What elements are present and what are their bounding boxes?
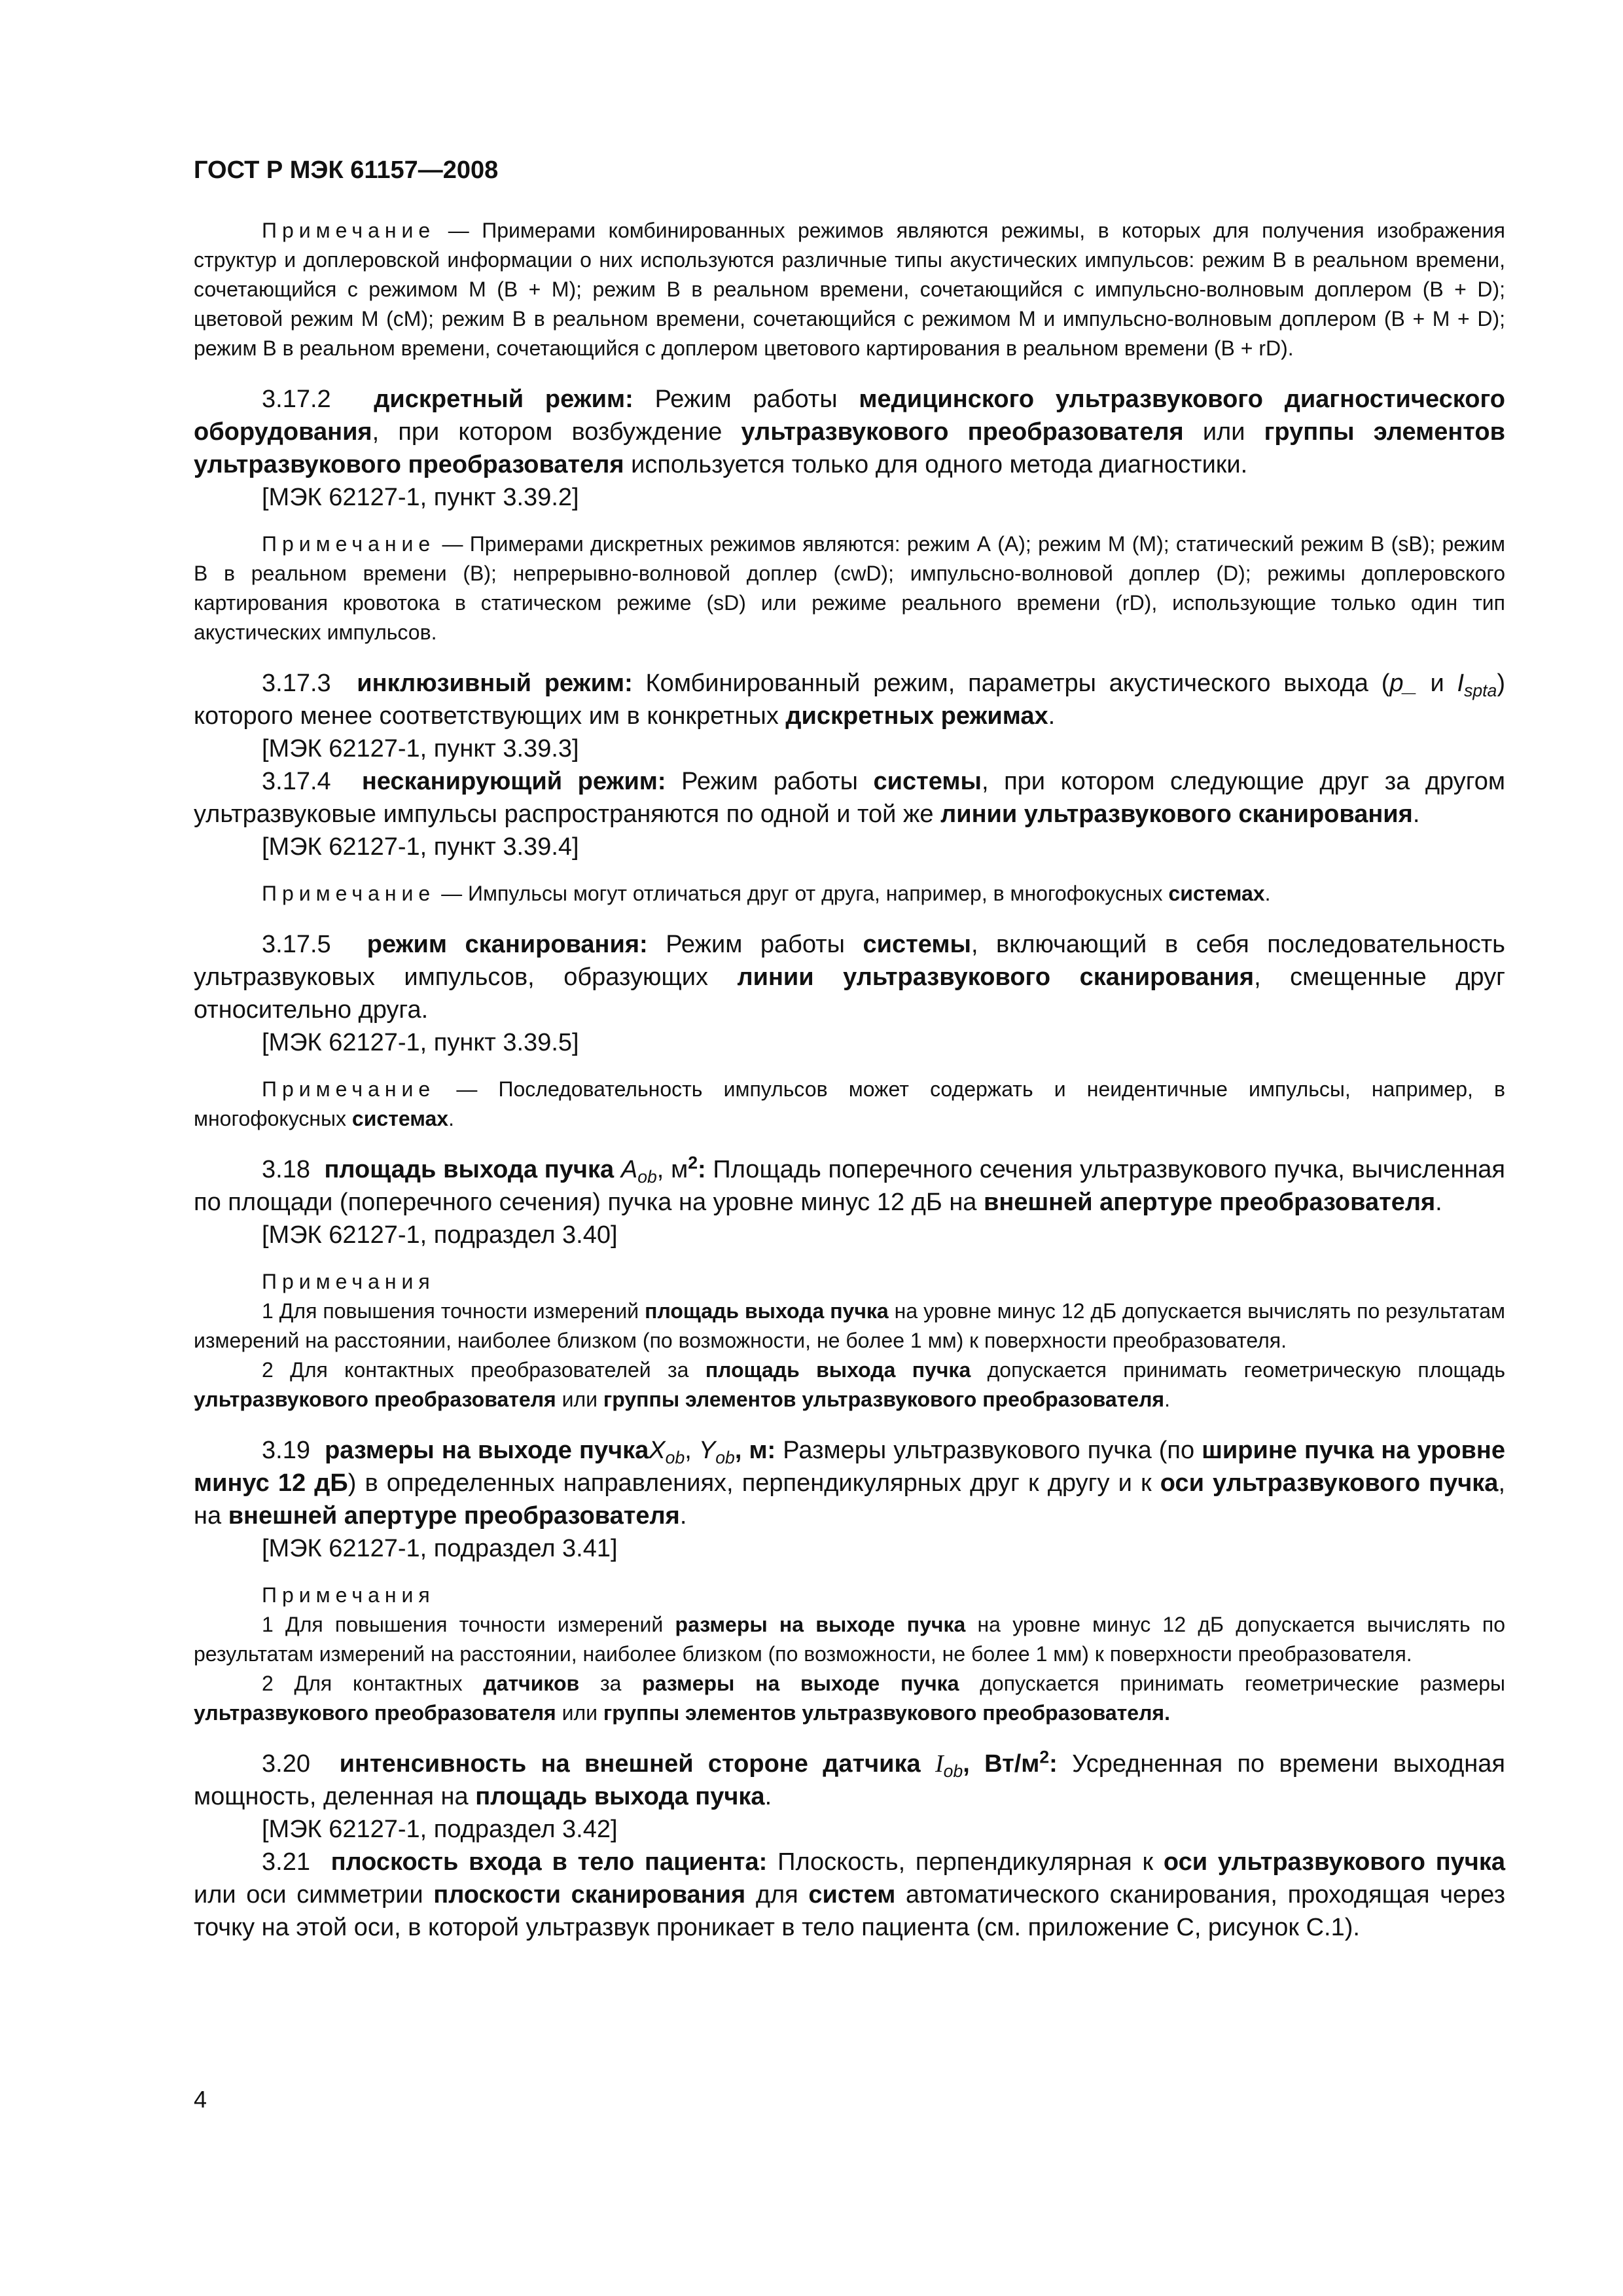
reference-3-17-2: [МЭК 62127-1, пункт 3.39.2] (262, 484, 579, 511)
term-3-17-3: 3.17.3 инклюзивный режим: Комбинированный режим, параметры акустического выхода (p_ и $I_{spta}$) которого менее соответствующих им в конкретных дискретных режимах. (194, 670, 1506, 730)
reference-3-19: [МЭК 62127-1, подраздел 3.41] (262, 1535, 618, 1562)
document-page (194, 154, 1505, 1944)
note-3-19-2: 2 Для контактных датчиков за размеры на выходе пучка допускается принимать геометрические размеры ультразвукового преобразователя или группы элементов ультразвукового преобразователя. (194, 1672, 1506, 1725)
note-3-18-1: 1 Для повышения точности измерений площадь выхода пучка на уровне минус 12 дБ допускается вычислять по результатам измерений на расстоянии, наиболее близком (по возможности, не более 1 мм) к поверхности преобразователя. (194, 1299, 1506, 1352)
term-title: размеры на выходе пучка (325, 1437, 649, 1464)
term-title: несканирующий режим: (361, 768, 666, 795)
note-3-19-1: 1 Для повышения точности измерений размеры на выходе пучка на уровне минус 12 дБ допускается вычислять по результатам измерений на расстоянии, наиболее близком (по возможности, не более 1 мм) к поверхности преобразователя. (194, 1613, 1506, 1666)
notes-heading-3-19: Примечания (262, 1583, 435, 1607)
term-title: дискретный режим: (374, 386, 633, 413)
term-3-17-2: 3.17.2 дискретный режим: Режим работы медицинского ультразвукового диагностического оборудования, при котором возбуждение ультразвукового преобразователя или группы элементов ультразвукового преобразователя используется только для одного метода диагностики. (194, 386, 1506, 478)
term-3-18: 3.18 площадь выхода пучка $A_{ob}$, $м^2$: Площадь поперечного сечения ультразвукового пучка, вычисленная по площади (поперечного сечения) пучка на уровне минус 12 дБ на внешней апертуре преобразователя. (194, 1153, 1506, 1216)
note-3-17-5: Примечание — Последовательность импульсов может содержать и неидентичные импульсы, например, в многофокусных системах. (194, 1077, 1506, 1130)
term-3-19: 3.19 размеры на выходе пучкаX$_{ob}$, $Y_{ob}$, м: Размеры ультразвукового пучка (по ширине пучка на уровне минус 12 дБ) в определенных направлениях, перпендикулярных друг к другу и к оси ультразвукового пучка, на внешней апертуре преобразователя. (194, 1437, 1506, 1530)
note-3-17-2: Примечание — Примерами дискретных режимов являются: режим А (А); режим М (М); статический режим В (sB); режим В в реальном времени (В); непрерывно-волновой доплер (cwD); импульсно-волновой доплер (D); режимы доплеровского картирования кровотока в статическом режиме (sD) или режиме реального времени (rD), использующие только один тип акустических импульсов. (194, 532, 1506, 644)
note-3-17-4: Примечание — Импульсы могут отличаться друг от друга, например, в многофокусных системах. (262, 882, 1271, 905)
term-title: площадь выхода пучка (324, 1156, 615, 1183)
reference-3-18: [МЭК 62127-1, подраздел 3.40] (262, 1221, 618, 1249)
note-3-18-2: 2 Для контактных преобразователей за площадь выхода пучка допускается принимать геометрическую площадь ультразвукового преобразователя или группы элементов ультразвукового преобразователя. (194, 1358, 1506, 1411)
term-3-21: 3.21 плоскость входа в тело пациента: Плоскость, перпендикулярная к оси ультразвукового пучка или оси симметрии плоскости сканирования для систем автоматического сканирования, проходящая через точку на этой оси, в которой ультразвук проникает в тело пациента (см. приложение С, рисунок С.1). (194, 1848, 1506, 1941)
reference-3-20: [МЭК 62127-1, подраздел 3.42] (262, 1816, 618, 1843)
term-title: инклюзивный режим: (357, 670, 633, 697)
document-header: ГОСТ Р МЭК 61157—2008 (194, 156, 499, 184)
term-3-17-4: 3.17.4 несканирующий режим: Режим работы системы, при котором следующие друг за другом ультразвуковые импульсы распространяются по одной и той же линии ультразвукового сканирования. (194, 768, 1505, 828)
note-label: Примечание (262, 219, 436, 242)
term-title: плоскость входа в тело пациента: (330, 1848, 768, 1876)
reference-3-17-3: [МЭК 62127-1, пункт 3.39.3] (262, 735, 579, 762)
term-3-20: 3.20 интенсивность на внешней стороне датчика $I_{ob}$, $Вт/м^2$: Усредненная по времени выходная мощность, деленная на площадь выхода пучка. (194, 1747, 1506, 1810)
note-combined-modes: Примечание — Примерами комбинированных режимов являются режимы, в которых для получения изображения структур и доплеровской информации о них используются различные типы акустических импульсов: режим В в реальном времени, сочетающийся с режимом М (В + М); режим В в реальном времени, сочетающийся с импульсно-волновым доплером (В + D); цветовой режим М (сМ); режим В в реальном времени, сочетающийся с режимом М и импульсно-волновым доплером (В + М + D); режим В в реальном времени, сочетающийся с доплером цветового картирования в реальном времени (В + rD). (194, 219, 1506, 360)
term-title: режим сканирования: (366, 931, 648, 958)
term-title: интенсивность на внешней стороне датчика (339, 1750, 921, 1778)
notes-heading-3-18: Примечания (262, 1270, 435, 1293)
reference-3-17-4: [МЭК 62127-1, пункт 3.39.4] (262, 833, 579, 861)
page-number: 4 (194, 2086, 207, 2113)
term-3-17-5: 3.17.5 режим сканирования: Режим работы системы, включающий в себя последовательность ультразвуковых импульсов, образующих линии ультразвукового сканирования, смещенные друг относительно друга. (194, 931, 1505, 1024)
reference-3-17-5: [МЭК 62127-1, пункт 3.39.5] (262, 1029, 579, 1056)
